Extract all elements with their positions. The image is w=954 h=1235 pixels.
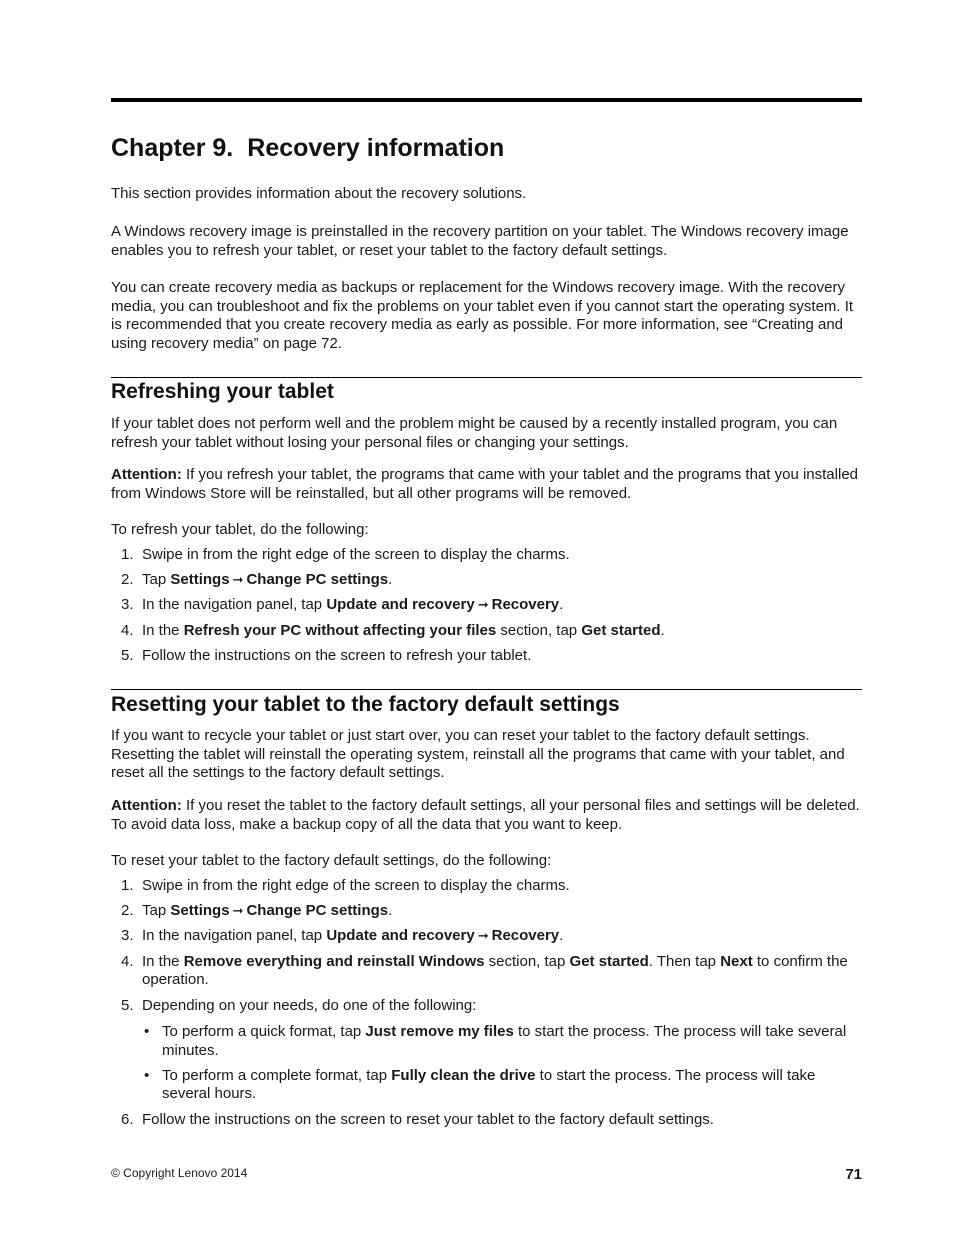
refresh-intro: [111, 415, 862, 452]
chapter-title-text: Recovery information: [247, 134, 505, 162]
paragraph: If your tablet does not perform well and the problem might be caused by a recently installed program, you can refresh your tablet without losing your personal files or changing your settings.: [111, 415, 838, 451]
steps-list: [111, 546, 862, 666]
paragraph: A Windows recovery image is preinstalled in the recovery partition on your tablet. The Windows recovery image enables you to refresh your tablet, or reset your tablet to the factory default settings.: [111, 223, 849, 259]
step-number: 1.: [121, 546, 134, 563]
page-number: 71: [845, 1166, 862, 1183]
list-item: 3. In the navigation panel, tap Update and recovery ➞ Recovery.: [121, 927, 564, 945]
arrow-right-icon: ➞: [232, 572, 244, 588]
refresh-attention: [111, 466, 862, 503]
chapter-intro-3: [111, 279, 862, 354]
section-rule: [111, 689, 862, 690]
step-text: Swipe in from the right edge of the screen to display the charms.: [142, 877, 570, 894]
step-number: 4.: [121, 952, 134, 970]
step-number: 5.: [121, 646, 134, 664]
list-item: [111, 997, 862, 1105]
section-rule: [111, 377, 862, 378]
reset-intro: [111, 727, 862, 783]
step-number: 2.: [121, 902, 134, 920]
bullet-list: [142, 1023, 862, 1104]
refresh-steps: [111, 546, 862, 672]
bullet-icon: •: [144, 1023, 150, 1041]
section-heading-reset: Resetting your tablet to the factory default settings: [111, 693, 620, 716]
list-item: 3. In the navigation panel, tap Update and recovery ➞ Recovery.: [121, 596, 564, 614]
list-item: 4. In the Remove everything and reinstall Windows section, tap Get started. Then tap Next to confirm the operation.: [121, 952, 848, 989]
reset-lead: [111, 852, 862, 871]
paragraph: This section provides information about the recovery solutions.: [111, 185, 527, 202]
chapter-intro-2: [111, 223, 862, 260]
step-text: Follow the instructions on the screen to reset your tablet to the factory default settings.: [142, 1110, 714, 1128]
refresh-lead: [111, 521, 862, 540]
chapter-top-rule: [111, 98, 862, 102]
step-number: 1.: [121, 877, 134, 894]
step-number: 3.: [121, 596, 134, 614]
arrow-right-icon: ➞: [232, 903, 244, 919]
bullet-icon: •: [144, 1066, 150, 1084]
chapter-intro-1: [111, 185, 862, 204]
list-item: [111, 647, 862, 666]
bullet-item: • To perform a quick format, tap Just remove my files to start the process. The process will take several minutes.: [144, 1023, 847, 1059]
step-text: Swipe in from the right edge of the screen to display the charms.: [142, 546, 570, 563]
paragraph: To refresh your tablet, do the following:: [111, 521, 369, 538]
attention-text: If you reset the tablet to the factory default settings, all your personal files and settings will be deleted. To avoid data loss, make a backup copy of all the data that you want to keep.: [111, 797, 860, 833]
step-text: Follow the instructions on the screen to refresh your tablet.: [142, 646, 532, 664]
list-item: [111, 1111, 862, 1130]
arrow-right-icon: ➞: [477, 597, 489, 613]
step-number: 4.: [121, 621, 134, 639]
steps-list: [111, 877, 862, 1129]
list-item: [111, 877, 862, 896]
attention-text: If you refresh your tablet, the programs that came with your tablet and the programs that you installed from Windows Store will be reinstalled, but all other programs will be removed.: [111, 466, 858, 502]
list-item: 2. Tap Settings ➞ Change PC settings.: [121, 902, 393, 920]
list-item: [111, 546, 862, 565]
list-item: 2. Tap Settings ➞ Change PC settings.: [121, 571, 393, 589]
chapter-title: [111, 134, 504, 163]
bullet-item: • To perform a complete format, tap Fully clean the drive to start the process. The process will take several hours.: [144, 1066, 816, 1103]
step-number: 2.: [121, 571, 134, 589]
paragraph: You can create recovery media as backups or replacement for the Windows recovery image. With the recovery media, you can troubleshoot and fix the problems on your tablet even if you cannot start the operating system. It is recommended that you create recovery media as early as possible. For more information, see “Creating and using recovery media” on page 72.: [111, 279, 854, 353]
step-number: 3.: [121, 927, 134, 945]
attention-label: Attention:: [111, 797, 182, 814]
step-number: 6.: [121, 1110, 134, 1128]
copyright: © Copyright Lenovo 2014: [111, 1166, 248, 1180]
step-text: Depending on your needs, do one of the following:: [142, 996, 477, 1014]
paragraph: If you want to recycle your tablet or just start over, you can reset your tablet to the factory default settings. Resetting the tablet will reinstall the operating system, reinstall all the programs that came with your tablet, and reset all the settings to the factory default settings.: [111, 727, 845, 782]
paragraph: To reset your tablet to the factory default settings, do the following:: [111, 852, 552, 869]
arrow-right-icon: ➞: [477, 928, 489, 944]
chapter-number: Chapter 9.: [111, 134, 234, 162]
attention-label: Attention:: [111, 466, 182, 483]
step-number: 5.: [121, 996, 134, 1014]
reset-steps: [111, 877, 862, 1136]
list-item: 4. In the Refresh your PC without affecting your files section, tap Get started.: [121, 621, 665, 639]
reset-attention: [111, 797, 862, 834]
section-heading-refresh: Refreshing your tablet: [111, 380, 334, 403]
